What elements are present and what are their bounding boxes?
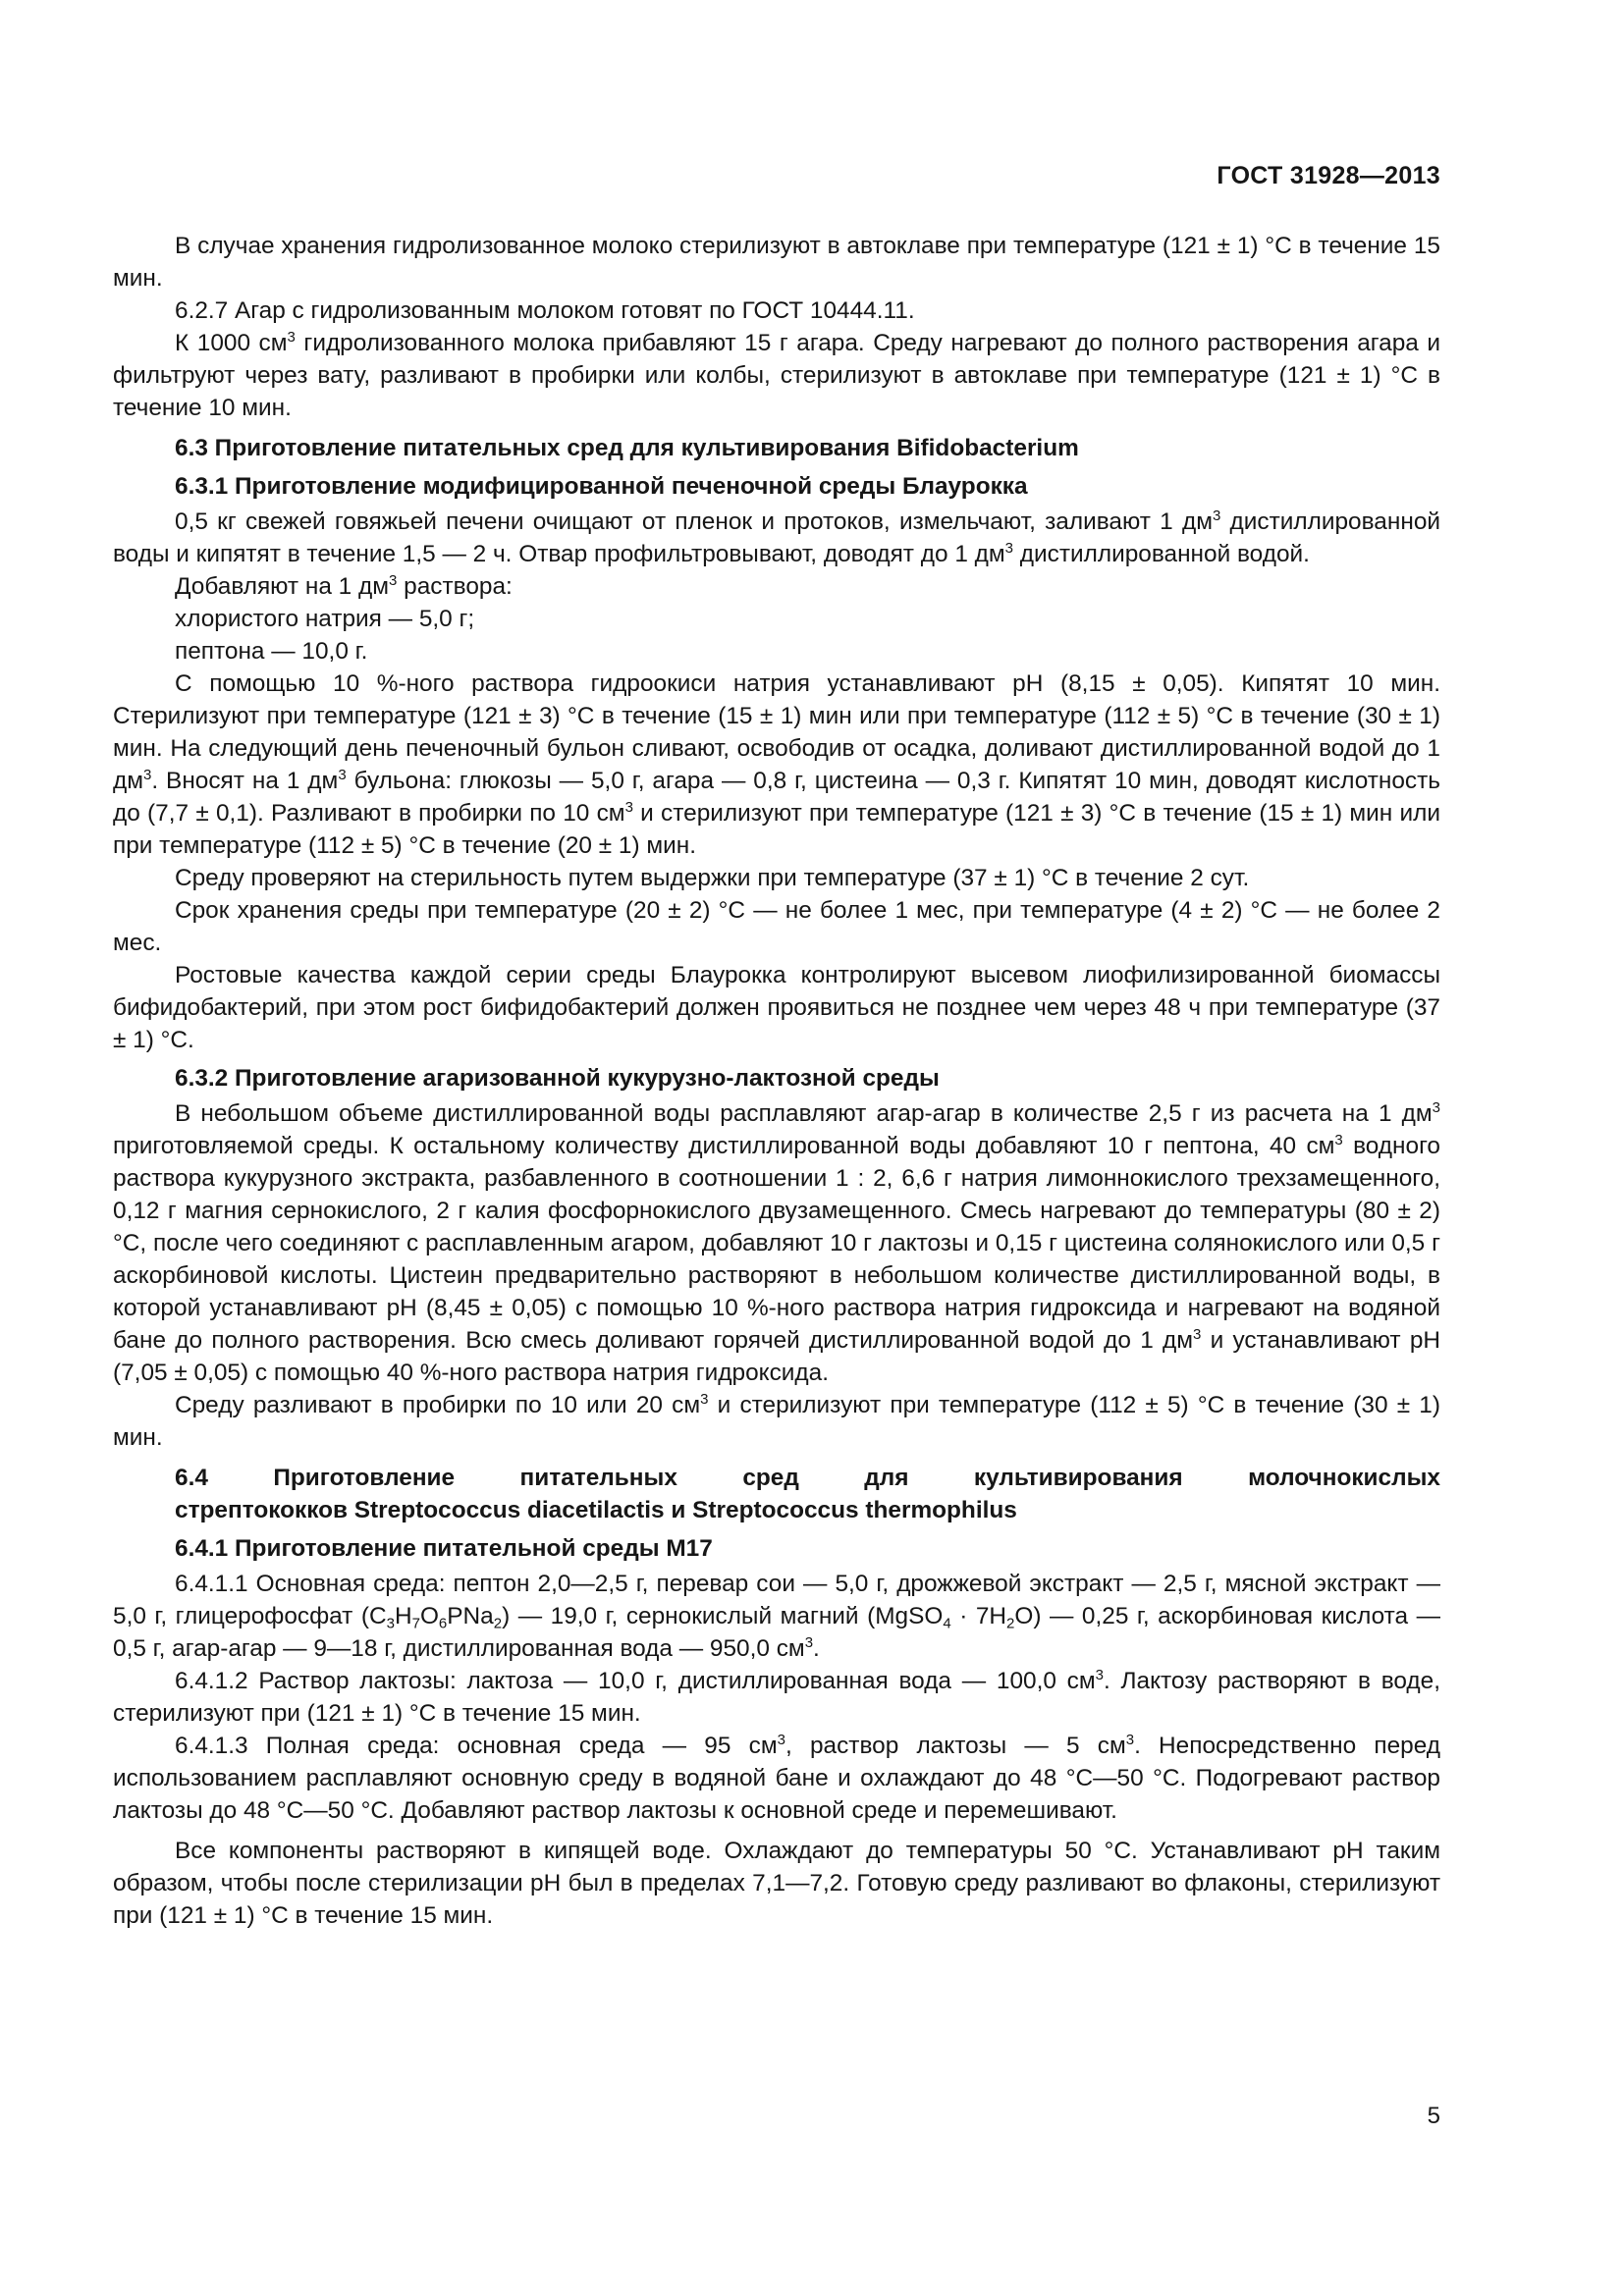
- paragraph: С помощью 10 %-ного раствора гидроокиси натрия устанавливают pH (8,15 ± 0,05). Кипятят 10 мин. Стерилизуют при температуре (121 ± 3) °С в течение (15 ± 1) мин или при температуре (112 ± 5) °С в течение (30 ± 1) мин. На следующий день печеночный бульон сливают, освободив от осадка, доливают дистиллированной водой до 1 $дм^3$. Вносят на 1 $дм^3$ бульона: глюкозы — 5,0 г, агара — 0,8 г, цистеина — 0,3 г. Кипятят 10 мин, доводят кислотность до (7,7 ± 0,1). Разливают в пробирки по 10 $см^3$ и стерилизуют при температуре (121 ± 3) °С в течение (15 ± 1) мин или при температуре (112 ± 5) °С в течение (20 ± 1) мин.: [113, 670, 1441, 859]
- page-number: 5: [1427, 2103, 1440, 2129]
- paragraph: К 1000 $см^3$ гидролизованного молока прибавляют 15 г агара. Среду нагревают до полного растворения агара и фильтруют через вату, разливают в пробирки или колбы, стерилизуют в автоклаве при температуре (121 ± 1) °С в течение 10 мин.: [113, 329, 1440, 421]
- document-code-header: ГОСТ 31928—2013: [1217, 162, 1440, 189]
- list-item: пептона — 10,0 г.: [175, 638, 368, 665]
- section-heading-6-3-2: 6.3.2 Приготовление агаризованной кукурузно-лактозной среды: [175, 1065, 940, 1092]
- paragraph-6-4-1-3: 6.4.1.3 Полная среда: основная среда — 95 $см^3$, раствор лактозы — 5 $см^3$. Непосредственно перед использованием расплавляют основную среду в водяной бане и охлаждают до 48 °С—50 °С. Подогревают раствор лактозы до 48 °С—50 °С. Добавляют раствор лактозы к основной среде и перемешивают.: [113, 1732, 1440, 1824]
- document-body: [113, 230, 1440, 1932]
- paragraph: Среду проверяют на стерильность путем выдержки при температуре (37 ± 1) °С в течение 2 сут.: [175, 865, 1250, 891]
- paragraph: В случае хранения гидролизованное молоко стерилизуют в автоклаве при температуре (121 ± 1) °С в течение 15 мин.: [113, 233, 1440, 292]
- paragraph-6-4-1-1: 6.4.1.1 Основная среда: пептон 2,0—2,5 г, перевар сои — 5,0 г, дрожжевой экстракт — 2,5 г, мясной экстракт — 5,0 г, глицерофосфат (C3H7O6PNa2) — 19,0 г, сернокислый магний (MgSO4 · 7H2O) — 0,25 г, аскорбиновая кислота — 0,5 г, агар-агар — 9—18 г, дистиллированная вода — 950,0 $см^3$.: [113, 1571, 1440, 1662]
- paragraph: Среду разливают в пробирки по 10 или 20 $см^3$ и стерилизуют при температуре (112 ± 5) °С в течение (30 ± 1) мин.: [113, 1391, 1440, 1451]
- paragraph: В небольшом объеме дистиллированной воды расплавляют агар-агар в количестве 2,5 г из расчета на 1 $дм^3$ приготовляемой среды. К остальному количеству дистиллированной воды добавляют 10 г пептона, 40 $см^3$ водного раствора кукурузного экстракта, разбавленного в соотношении 1 : 2, 6,6 г натрия лимоннокислого трехзамещенного, 0,12 г магния сернокислого, 2 г калия фосфорнокислого двузамещенного. Смесь нагревают до температуры (80 ± 2) °С, после чего соединяют с расплавленным агаром, добавляют 10 г лактозы и 0,15 г цистеина солянокислого или 0,5 г аскорбиновой кислоты. Цистеин предварительно растворяют в небольшом количестве дистиллированной воды, в которой устанавливают pH (8,45 ± 0,05) с помощью 10 %-ного раствора натрия гидроксида и нагревают на водяной бане до полного растворения. Всю смесь доливают горячей дистиллированной водой до 1 $дм^3$ и устанавливают pH (7,05 ± 0,05) с помощью 40 %-ного раствора натрия гидроксида.: [113, 1099, 1440, 1386]
- paragraph-6-4-1-2: 6.4.1.2 Раствор лактозы: лактоза — 10,0 г, дистиллированная вода — 100,0 $см^3$. Лактозу растворяют в воде, стерилизуют при (121 ± 1) °С в течение 15 мин.: [113, 1667, 1440, 1727]
- section-heading-6-3-1: 6.3.1 Приготовление модифицированной печеночной среды Блаурокка: [175, 473, 1028, 500]
- section-heading-6-4-1: 6.4.1 Приготовление питательной среды М17: [175, 1535, 713, 1562]
- section-heading-6-3: 6.3 Приготовление питательных сред для культивирования Bifidobacterium: [175, 435, 1079, 461]
- section-heading-6-4: 6.4 Приготовление питательных сред для культивирования молочнокислых: [175, 1465, 1440, 1491]
- list-item: хлористого натрия — 5,0 г;: [175, 606, 475, 632]
- paragraph: 0,5 кг свежей говяжьей печени очищают от пленок и протоков, измельчают, заливают 1 $дм^3$ дистиллированной воды и кипятят в течение 1,5 — 2 ч. Отвар профильтровывают, доводят до 1 $дм^3$ дистиллированной водой.: [113, 507, 1441, 567]
- paragraph: Добавляют на 1 $дм^3$ раствора:: [175, 572, 513, 600]
- paragraph-6-2-7: 6.2.7 Агар с гидролизованным молоком готовят по ГОСТ 10444.11.: [175, 297, 915, 324]
- paragraph: Ростовые качества каждой серии среды Блаурокка контролируют высевом лиофилизированной биомассы бифидобактерий, при этом рост бифидобактерий должен проявиться не позднее чем через 48 ч при температуре (37 ± 1) °С.: [113, 962, 1440, 1053]
- section-heading-6-4-continued: стрептококков Streptococcus diacetilactis и Streptococcus thermophilus: [175, 1497, 1017, 1523]
- paragraph: Все компоненты растворяют в кипящей воде. Охлаждают до температуры 50 °С. Устанавливают pH таким образом, чтобы после стерилизации pH был в пределах 7,1—7,2. Готовую среду разливают во флаконы, стерилизуют при (121 ± 1) °С в течение 15 мин.: [113, 1838, 1440, 1929]
- paragraph: Срок хранения среды при температуре (20 ± 2) °С — не более 1 мес, при температуре (4 ± 2) °С — не более 2 мес.: [113, 897, 1440, 956]
